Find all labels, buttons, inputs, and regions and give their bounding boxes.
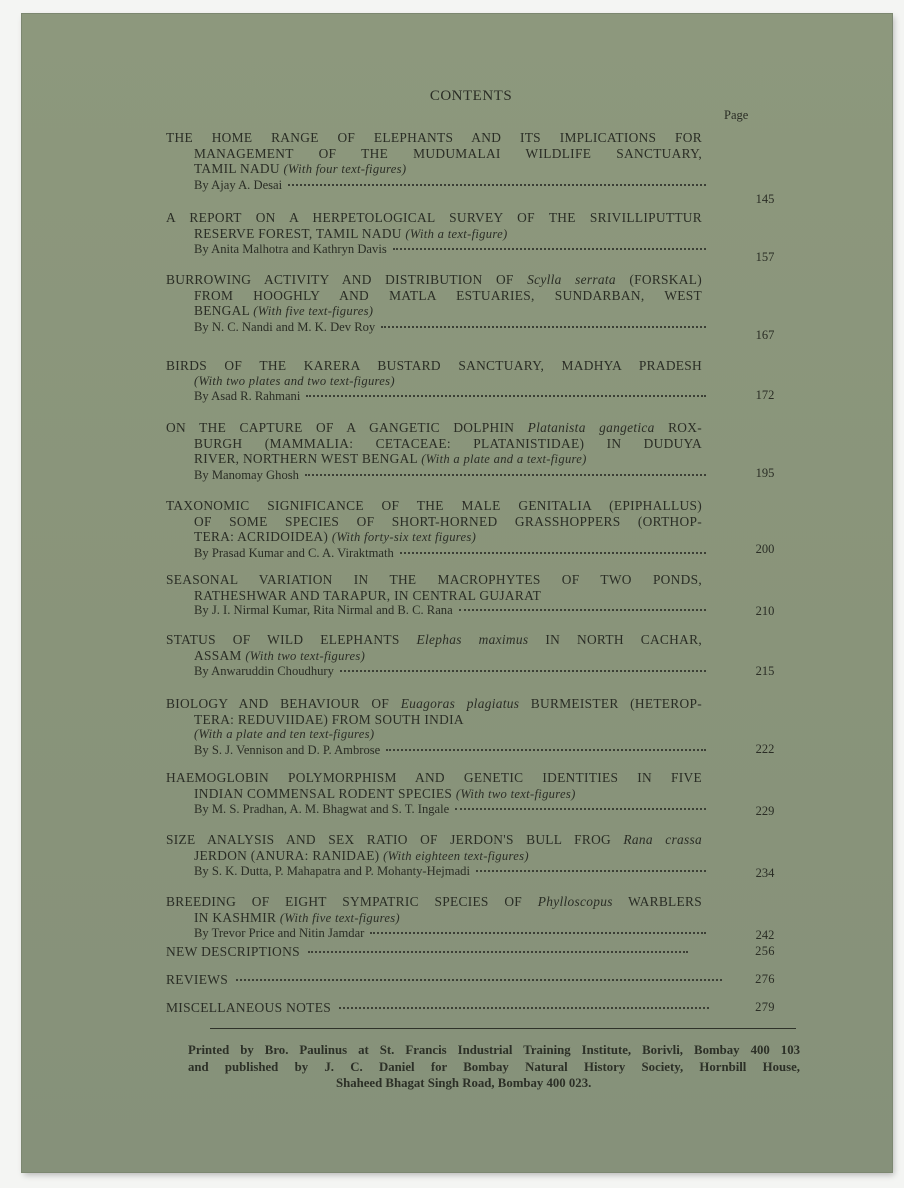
- entry-byline: By J. I. Nirmal Kumar, Rita Nirmal and B. C. Rana: [166, 603, 706, 619]
- contents-section-miscellaneous-notes: MISCELLANEOUS NOTES 279: [166, 1000, 792, 1016]
- entry-figure-note: (With two text-figures): [455, 786, 576, 801]
- entry-title-line: STATUS OF WILD ELEPHANTS Elephas maximus IN NORTH CACHAR,: [166, 632, 702, 647]
- leader-dots: [340, 670, 706, 672]
- contents-section-reviews: REVIEWS 276: [166, 972, 792, 988]
- entry-title-line: SIZE ANALYSIS AND SEX RATIO OF JERDON'S BULL FROG Rana crassa: [166, 832, 702, 847]
- contents-entry: [166, 832, 792, 880]
- entry-figure-note: (With a plate and ten text-figures): [194, 727, 375, 741]
- section-page-number: 276: [755, 972, 775, 986]
- entry-figure-note: (With forty-six text figures): [331, 530, 477, 544]
- contents-entry: [166, 210, 792, 264]
- contents-entry: [166, 696, 792, 758]
- entry-byline: By S. K. Dutta, P. Mahapatra and P. Mohanty-Hejmadi: [166, 864, 706, 880]
- entry-figure-note: (With a text-figure): [405, 226, 508, 241]
- entry-byline: By Asad R. Rahmani: [166, 389, 706, 405]
- leader-dots: [393, 248, 706, 250]
- contents-entry: [166, 632, 792, 680]
- entry-title-line: BIRDS OF THE KARERA BUSTARD SANCTUARY, MADHYA PRADESH: [166, 358, 702, 373]
- entry-page-number: 210: [755, 604, 775, 618]
- entry-figure-note: (With a plate and a text-figure): [421, 452, 587, 466]
- entry-figure-note: (With two plates and two text-figures): [194, 373, 395, 388]
- entry-title-line: TERA: REDUVIIDAE) FROM SOUTH INDIA: [194, 711, 464, 727]
- contents-entry: [166, 894, 792, 942]
- entry-figure-note: (With eighteen text-figures): [383, 848, 529, 863]
- entry-title-line: ON THE CAPTURE OF A GANGETIC DOLPHIN Platanista gangetica ROX-: [166, 420, 702, 435]
- leader-dots: [339, 1007, 709, 1009]
- leader-dots: [459, 609, 706, 611]
- entry-title-line: BIOLOGY AND BEHAVIOUR OF Euagoras plagiatus BURMEISTER (HETEROP-: [166, 696, 702, 711]
- contents-entry: [166, 358, 792, 405]
- entry-title-line: RIVER, NORTHERN WEST BENGAL (With a plate and a text-figure): [194, 451, 587, 466]
- contents-entry: [166, 420, 792, 483]
- entry-title-line: TAXONOMIC SIGNIFICANCE OF THE MALE GENITALIA (EPIPHALLUS): [166, 498, 702, 513]
- contents-heading: CONTENTS: [429, 88, 513, 104]
- entry-byline: By N. C. Nandi and M. K. Dev Roy: [166, 320, 706, 336]
- entry-page-number: 215: [755, 664, 775, 678]
- leader-dots: [476, 870, 706, 872]
- entry-byline: By Trevor Price and Nitin Jamdar: [166, 926, 706, 942]
- entry-title-line: OF SOME SPECIES OF SHORT-HORNED GRASSHOPPERS (ORTHOP-: [194, 513, 702, 529]
- entry-title-line: THE HOME RANGE OF ELEPHANTS AND ITS IMPLICATIONS FOR: [166, 130, 702, 145]
- entry-title-line: BURGH (MAMMALIA: CETACEAE: PLATANISTIDAE) IN DUDUYA: [194, 435, 702, 451]
- entry-title-line: ASSAM (With two text-figures): [194, 647, 366, 663]
- imprint-line: Shaheed Bhagat Singh Road, Bombay 400 023.: [336, 1076, 592, 1090]
- entry-figure-note: (With five text-figures): [279, 910, 400, 925]
- entry-page-number: 145: [755, 192, 775, 206]
- entry-title-line: BURROWING ACTIVITY AND DISTRIBUTION OF Scylla serrata (FORSKAL): [166, 272, 702, 287]
- entry-byline: By Manomay Ghosh: [166, 468, 706, 484]
- section-page-number: 279: [755, 1000, 775, 1014]
- entry-title-line: RATHESHWAR AND TARAPUR, IN CENTRAL GUJARAT: [194, 587, 542, 603]
- entry-byline: By M. S. Pradhan, A. M. Bhagwat and S. T. Ingale: [166, 802, 706, 818]
- entry-title-line: MANAGEMENT OF THE MUDUMALAI WILDLIFE SANCTUARY,: [194, 145, 702, 161]
- entry-byline: By Ajay A. Desai: [166, 178, 706, 194]
- entry-page-number: 200: [755, 542, 775, 556]
- contents-section-new-descriptions: NEW DESCRIPTIONS 256: [166, 944, 792, 960]
- contents-entry: [166, 272, 792, 342]
- entry-figure-note: (With four text-figures): [283, 162, 407, 176]
- entry-title-line: SEASONAL VARIATION IN THE MACROPHYTES OF TWO PONDS,: [166, 572, 702, 587]
- contents-entry: [166, 130, 792, 206]
- contents-entry: [166, 770, 792, 818]
- entry-byline: By Anwaruddin Choudhury: [166, 664, 706, 680]
- entry-title-line: RESERVE FOREST, TAMIL NADU (With a text-figure): [194, 225, 508, 241]
- leader-dots: [288, 184, 706, 186]
- entry-title-line: TERA: ACRIDOIDEA) (With forty-six text figures): [194, 529, 477, 544]
- leader-dots: [381, 326, 706, 328]
- entry-page-number: 172: [755, 388, 775, 402]
- divider-rule: [210, 1028, 796, 1029]
- entry-figure-note: (With five text-figures): [253, 304, 374, 318]
- entry-title-line: JERDON (ANURA: RANIDAE) (With eighteen text-figures): [194, 847, 529, 863]
- entry-title-line: A REPORT ON A HERPETOLOGICAL SURVEY OF THE SRIVILLIPUTTUR: [166, 210, 702, 225]
- entry-title-line: HAEMOGLOBIN POLYMORPHISM AND GENETIC IDENTITIES IN FIVE: [166, 770, 702, 785]
- entry-title-line: IN KASHMIR (With five text-figures): [194, 909, 400, 925]
- entry-page-number: 167: [755, 328, 775, 342]
- leader-dots: [308, 951, 688, 953]
- entry-page-number: 222: [755, 742, 775, 756]
- imprint-line: Printed by Bro. Paulinus at St. Francis Industrial Training Institute, Borivli, Bombay 400 103: [188, 1043, 800, 1057]
- contents-entry: [166, 498, 792, 561]
- entry-title-line: BREEDING OF EIGHT SYMPATRIC SPECIES OF Phylloscopus WARBLERS: [166, 894, 702, 909]
- contents-entry: [166, 572, 792, 619]
- leader-dots: [236, 979, 722, 981]
- leader-dots: [305, 474, 706, 476]
- leader-dots: [370, 932, 706, 934]
- leader-dots: [455, 808, 706, 810]
- entry-title-line: INDIAN COMMENSAL RODENT SPECIES (With two text-figures): [194, 785, 576, 801]
- journal-back-cover: [22, 14, 892, 1172]
- imprint: [188, 1042, 800, 1092]
- section-page-number: 256: [755, 944, 775, 958]
- page-column-header: Page: [724, 108, 749, 122]
- entry-figure-note: (With two text-figures): [245, 648, 366, 663]
- entry-page-number: 234: [755, 866, 775, 880]
- entry-title-line: TAMIL NADU (With four text-figures): [194, 161, 407, 176]
- entry-page-number: 229: [755, 804, 775, 818]
- leader-dots: [386, 749, 706, 751]
- imprint-line: and published by J. C. Daniel for Bombay Natural History Society, Hornbill House,: [188, 1059, 800, 1074]
- entry-byline: By Anita Malhotra and Kathryn Davis: [166, 242, 706, 258]
- leader-dots: [306, 395, 706, 397]
- entry-page-number: 157: [755, 250, 775, 264]
- entry-byline: By Prasad Kumar and C. A. Viraktmath: [166, 546, 706, 562]
- entry-title-line: BENGAL (With five text-figures): [194, 303, 374, 318]
- entry-page-number: 195: [755, 466, 775, 480]
- leader-dots: [400, 552, 706, 554]
- entry-byline: By S. J. Vennison and D. P. Ambrose: [166, 743, 706, 759]
- entry-page-number: 242: [755, 928, 775, 942]
- entry-title-line: FROM HOOGHLY AND MATLA ESTUARIES, SUNDARBAN, WEST: [194, 287, 702, 303]
